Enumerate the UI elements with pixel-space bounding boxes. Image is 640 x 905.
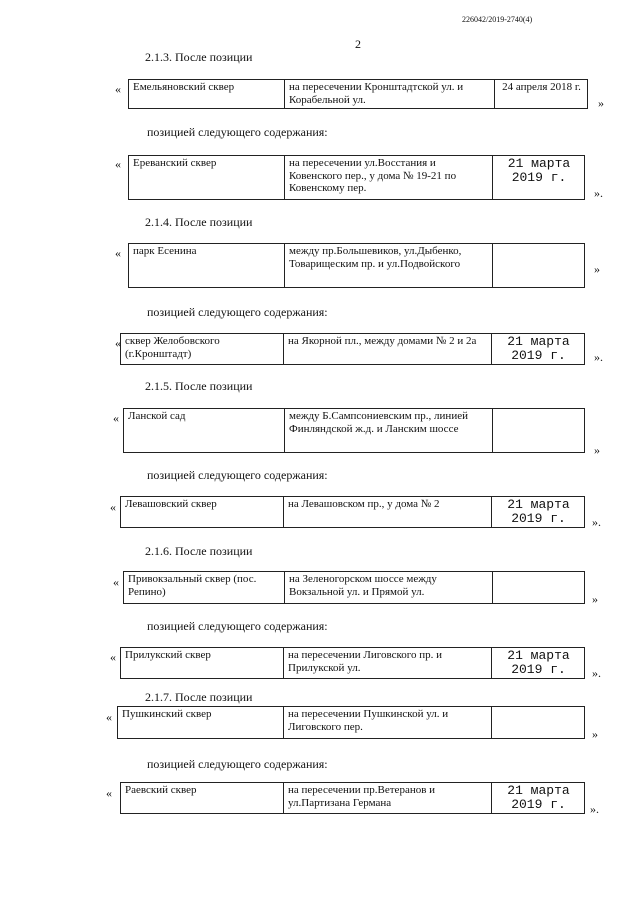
table-row-old [128,79,588,109]
location-cell: на пересечении Пушкинской ул. и Лиговского пер. [284,707,492,739]
page-number: 2 [355,37,361,51]
table-row-new [120,333,585,365]
table-row-new [120,496,585,528]
quote-close: » [598,96,604,110]
name-cell: Ланской сад [124,409,285,453]
follow-text: позицией следующего содержания: [147,468,328,482]
date-cell [493,572,585,604]
date-stamp: 21 марта 2019 г. [492,497,585,528]
date-stamp: 21 марта 2019 г. [493,156,585,200]
document-id: 226042/2019-2740(4) [462,15,533,24]
name-cell: Левашовский сквер [121,497,284,528]
quote-open: « [106,786,112,800]
quote-close-dot: ». [592,666,601,680]
location-cell: между Б.Сампсониевским пр., линией Финляндской ж.д. и Ланским шоссе [285,409,493,453]
quote-open: « [110,650,116,664]
follow-text: позицией следующего содержания: [147,619,328,633]
quote-open: « [110,500,116,514]
location-cell: на Зеленогорском шоссе между Вокзальной ул. и Прямой ул. [285,572,493,604]
quote-close: » [594,262,600,276]
clause-heading: 2.1.7. После позиции [145,690,253,704]
table-row-new [120,647,585,679]
location-cell: на пересечении Кронштадтской ул. и Корабельной ул. [285,80,495,109]
follow-text: позицией следующего содержания: [147,125,328,139]
clause-heading: 2.1.3. После позиции [145,50,253,64]
quote-open: « [115,246,121,260]
clause-heading: 2.1.4. После позиции [145,215,253,229]
quote-open: « [115,336,121,350]
quote-open: « [115,82,121,96]
table-row-old [123,571,585,604]
location-cell: на пересечении пр.Ветеранов и ул.Партизана Германа [284,783,492,814]
clause-heading: 2.1.6. После позиции [145,544,253,558]
quote-close-dot: ». [594,186,603,200]
date-cell [493,409,585,453]
name-cell: Ереванский сквер [129,156,285,200]
name-cell: Емельяновский сквер [129,80,285,109]
quote-open: « [113,575,119,589]
quote-close-dot: ». [594,350,603,364]
table-row-old [117,706,585,739]
date-cell [493,244,585,288]
location-cell: на Якорной пл., между домами № 2 и 2а [284,334,492,365]
name-cell: Привокзальный сквер (пос. Репино) [124,572,285,604]
date-stamp: 21 марта 2019 г. [492,648,585,679]
quote-open: « [113,411,119,425]
name-cell: парк Есенина [129,244,285,288]
quote-close: » [592,727,598,741]
date-cell: 24 апреля 2018 г. [495,80,588,109]
location-cell: на пересечении Лиговского пр. и Прилукской ул. [284,648,492,679]
clause-heading: 2.1.5. После позиции [145,379,253,393]
quote-close-dot: ». [592,515,601,529]
date-stamp: 21 марта 2019 г. [492,334,585,365]
table-row-old [123,408,585,453]
location-cell: между пр.Большевиков, ул.Дыбенко, Товарищеским пр. и ул.Подвойского [285,244,493,288]
follow-text: позицией следующего содержания: [147,757,328,771]
name-cell: Пушкинский сквер [118,707,284,739]
location-cell: на Левашовском пр., у дома № 2 [284,497,492,528]
quote-open: « [106,710,112,724]
quote-close-dot: ». [590,802,599,816]
name-cell: сквер Желобовского (г.Кронштадт) [121,334,284,365]
table-row-new [120,782,585,814]
table-row-new [128,155,585,200]
quote-close: » [592,592,598,606]
date-stamp: 21 марта 2019 г. [492,783,585,814]
table-row-old [128,243,585,288]
quote-close: » [594,443,600,457]
date-cell [492,707,585,739]
name-cell: Раевский сквер [121,783,284,814]
quote-open: « [115,157,121,171]
name-cell: Прилукский сквер [121,648,284,679]
follow-text: позицией следующего содержания: [147,305,328,319]
location-cell: на пересечении ул.Восстания и Ковенского пер., у дома № 19-21 по Ковенскому пер. [285,156,493,200]
